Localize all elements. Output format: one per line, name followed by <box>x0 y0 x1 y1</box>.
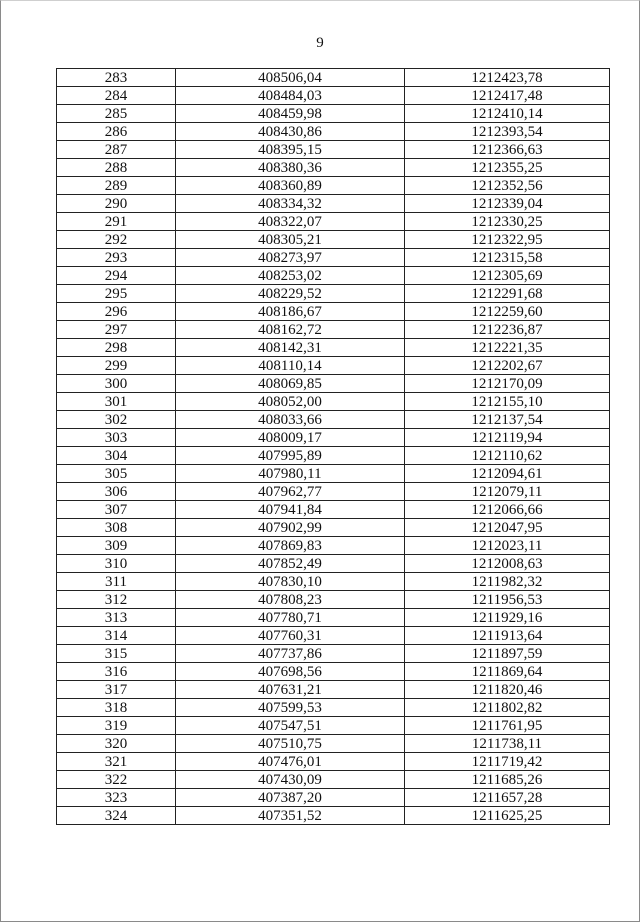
y-coordinate-cell: 1212393,54 <box>405 123 610 141</box>
table-row <box>57 285 610 303</box>
x-coordinate-cell: 408506,04 <box>176 69 405 87</box>
y-coordinate-cell: 1211719,42 <box>405 753 610 771</box>
table-row <box>57 627 610 645</box>
point-number-cell: 295 <box>57 285 176 303</box>
x-coordinate-cell: 407698,56 <box>176 663 405 681</box>
table-row <box>57 573 610 591</box>
point-number-cell: 318 <box>57 699 176 717</box>
y-coordinate-cell: 1211625,25 <box>405 807 610 825</box>
x-coordinate-cell: 407547,51 <box>176 717 405 735</box>
point-number-cell: 298 <box>57 339 176 357</box>
table-row <box>57 195 610 213</box>
point-number-cell: 320 <box>57 735 176 753</box>
table-row <box>57 681 610 699</box>
x-coordinate-cell: 407962,77 <box>176 483 405 501</box>
table-row <box>57 447 610 465</box>
point-number-cell: 292 <box>57 231 176 249</box>
y-coordinate-cell: 1211869,64 <box>405 663 610 681</box>
point-number-cell: 289 <box>57 177 176 195</box>
y-coordinate-cell: 1212355,25 <box>405 159 610 177</box>
x-coordinate-cell: 408009,17 <box>176 429 405 447</box>
table-row <box>57 591 610 609</box>
table-row <box>57 789 610 807</box>
table-row <box>57 699 610 717</box>
point-number-cell: 310 <box>57 555 176 573</box>
y-coordinate-cell: 1212259,60 <box>405 303 610 321</box>
point-number-cell: 321 <box>57 753 176 771</box>
x-coordinate-cell: 408273,97 <box>176 249 405 267</box>
point-number-cell: 296 <box>57 303 176 321</box>
y-coordinate-cell: 1212202,67 <box>405 357 610 375</box>
point-number-cell: 294 <box>57 267 176 285</box>
point-number-cell: 301 <box>57 393 176 411</box>
point-number-cell: 283 <box>57 69 176 87</box>
table-row <box>57 771 610 789</box>
x-coordinate-cell: 407808,23 <box>176 591 405 609</box>
y-coordinate-cell: 1212170,09 <box>405 375 610 393</box>
point-number-cell: 293 <box>57 249 176 267</box>
y-coordinate-cell: 1212119,94 <box>405 429 610 447</box>
x-coordinate-cell: 408360,89 <box>176 177 405 195</box>
x-coordinate-cell: 407599,53 <box>176 699 405 717</box>
x-coordinate-cell: 407830,10 <box>176 573 405 591</box>
x-coordinate-cell: 408229,52 <box>176 285 405 303</box>
x-coordinate-cell: 407980,11 <box>176 465 405 483</box>
point-number-cell: 311 <box>57 573 176 591</box>
y-coordinate-cell: 1212322,95 <box>405 231 610 249</box>
y-coordinate-cell: 1211738,11 <box>405 735 610 753</box>
table-row <box>57 231 610 249</box>
x-coordinate-cell: 407780,71 <box>176 609 405 627</box>
table-row <box>57 339 610 357</box>
y-coordinate-cell: 1212047,95 <box>405 519 610 537</box>
table-row <box>57 87 610 105</box>
x-coordinate-cell: 408253,02 <box>176 267 405 285</box>
table-row <box>57 717 610 735</box>
table-row <box>57 123 610 141</box>
x-coordinate-cell: 408142,31 <box>176 339 405 357</box>
table-row <box>57 555 610 573</box>
x-coordinate-cell: 407351,52 <box>176 807 405 825</box>
table-row <box>57 69 610 87</box>
y-coordinate-cell: 1212155,10 <box>405 393 610 411</box>
y-coordinate-cell: 1211913,64 <box>405 627 610 645</box>
table-row <box>57 483 610 501</box>
point-number-cell: 286 <box>57 123 176 141</box>
x-coordinate-cell: 408334,32 <box>176 195 405 213</box>
y-coordinate-cell: 1211802,82 <box>405 699 610 717</box>
x-coordinate-cell: 407737,86 <box>176 645 405 663</box>
point-number-cell: 299 <box>57 357 176 375</box>
x-coordinate-cell: 408484,03 <box>176 87 405 105</box>
x-coordinate-cell: 408033,66 <box>176 411 405 429</box>
y-coordinate-cell: 1212008,63 <box>405 555 610 573</box>
table-row <box>57 609 610 627</box>
table-row <box>57 159 610 177</box>
x-coordinate-cell: 407476,01 <box>176 753 405 771</box>
table-row <box>57 735 610 753</box>
table-row <box>57 807 610 825</box>
table-row <box>57 141 610 159</box>
y-coordinate-cell: 1212423,78 <box>405 69 610 87</box>
point-number-cell: 288 <box>57 159 176 177</box>
y-coordinate-cell: 1212339,04 <box>405 195 610 213</box>
x-coordinate-cell: 407852,49 <box>176 555 405 573</box>
point-number-cell: 317 <box>57 681 176 699</box>
y-coordinate-cell: 1211956,53 <box>405 591 610 609</box>
point-number-cell: 313 <box>57 609 176 627</box>
table-row <box>57 321 610 339</box>
page-number: 9 <box>316 35 324 51</box>
point-number-cell: 323 <box>57 789 176 807</box>
point-number-cell: 314 <box>57 627 176 645</box>
y-coordinate-cell: 1212110,62 <box>405 447 610 465</box>
y-coordinate-cell: 1211657,28 <box>405 789 610 807</box>
y-coordinate-cell: 1212330,25 <box>405 213 610 231</box>
point-number-cell: 306 <box>57 483 176 501</box>
y-coordinate-cell: 1212352,56 <box>405 177 610 195</box>
point-number-cell: 309 <box>57 537 176 555</box>
point-number-cell: 303 <box>57 429 176 447</box>
y-coordinate-cell: 1211685,26 <box>405 771 610 789</box>
y-coordinate-cell: 1211761,95 <box>405 717 610 735</box>
table-row <box>57 249 610 267</box>
coordinates-table <box>56 68 610 825</box>
x-coordinate-cell: 407941,84 <box>176 501 405 519</box>
x-coordinate-cell: 408186,67 <box>176 303 405 321</box>
y-coordinate-cell: 1211929,16 <box>405 609 610 627</box>
table-row <box>57 645 610 663</box>
table-row <box>57 537 610 555</box>
point-number-cell: 297 <box>57 321 176 339</box>
table-row <box>57 213 610 231</box>
x-coordinate-cell: 407869,83 <box>176 537 405 555</box>
y-coordinate-cell: 1212410,14 <box>405 105 610 123</box>
point-number-cell: 308 <box>57 519 176 537</box>
point-number-cell: 322 <box>57 771 176 789</box>
x-coordinate-cell: 408305,21 <box>176 231 405 249</box>
point-number-cell: 304 <box>57 447 176 465</box>
table-body <box>57 69 610 825</box>
point-number-cell: 287 <box>57 141 176 159</box>
y-coordinate-cell: 1212137,54 <box>405 411 610 429</box>
y-coordinate-cell: 1212366,63 <box>405 141 610 159</box>
point-number-cell: 285 <box>57 105 176 123</box>
x-coordinate-cell: 408430,86 <box>176 123 405 141</box>
y-coordinate-cell: 1212094,61 <box>405 465 610 483</box>
y-coordinate-cell: 1211820,46 <box>405 681 610 699</box>
x-coordinate-cell: 408110,14 <box>176 357 405 375</box>
x-coordinate-cell: 407995,89 <box>176 447 405 465</box>
table-row <box>57 519 610 537</box>
point-number-cell: 316 <box>57 663 176 681</box>
x-coordinate-cell: 408380,36 <box>176 159 405 177</box>
point-number-cell: 315 <box>57 645 176 663</box>
x-coordinate-cell: 407430,09 <box>176 771 405 789</box>
x-coordinate-cell: 408052,00 <box>176 393 405 411</box>
y-coordinate-cell: 1212305,69 <box>405 267 610 285</box>
y-coordinate-cell: 1212236,87 <box>405 321 610 339</box>
table-row <box>57 393 610 411</box>
x-coordinate-cell: 407760,31 <box>176 627 405 645</box>
x-coordinate-cell: 408162,72 <box>176 321 405 339</box>
point-number-cell: 284 <box>57 87 176 105</box>
table-row <box>57 357 610 375</box>
y-coordinate-cell: 1212221,35 <box>405 339 610 357</box>
x-coordinate-cell: 407631,21 <box>176 681 405 699</box>
point-number-cell: 305 <box>57 465 176 483</box>
y-coordinate-cell: 1212315,58 <box>405 249 610 267</box>
y-coordinate-cell: 1212417,48 <box>405 87 610 105</box>
table-row <box>57 375 610 393</box>
x-coordinate-cell: 407902,99 <box>176 519 405 537</box>
y-coordinate-cell: 1211897,59 <box>405 645 610 663</box>
table-row <box>57 303 610 321</box>
y-coordinate-cell: 1211982,32 <box>405 573 610 591</box>
x-coordinate-cell: 407510,75 <box>176 735 405 753</box>
y-coordinate-cell: 1212066,66 <box>405 501 610 519</box>
point-number-cell: 319 <box>57 717 176 735</box>
table-row <box>57 753 610 771</box>
point-number-cell: 291 <box>57 213 176 231</box>
y-coordinate-cell: 1212023,11 <box>405 537 610 555</box>
table-row <box>57 429 610 447</box>
x-coordinate-cell: 408459,98 <box>176 105 405 123</box>
table-row <box>57 411 610 429</box>
table-row <box>57 465 610 483</box>
table-row <box>57 267 610 285</box>
x-coordinate-cell: 408069,85 <box>176 375 405 393</box>
x-coordinate-cell: 408322,07 <box>176 213 405 231</box>
point-number-cell: 302 <box>57 411 176 429</box>
point-number-cell: 290 <box>57 195 176 213</box>
table-row <box>57 663 610 681</box>
table-row <box>57 177 610 195</box>
y-coordinate-cell: 1212291,68 <box>405 285 610 303</box>
point-number-cell: 312 <box>57 591 176 609</box>
y-coordinate-cell: 1212079,11 <box>405 483 610 501</box>
x-coordinate-cell: 408395,15 <box>176 141 405 159</box>
x-coordinate-cell: 407387,20 <box>176 789 405 807</box>
table-row <box>57 501 610 519</box>
table-row <box>57 105 610 123</box>
point-number-cell: 307 <box>57 501 176 519</box>
point-number-cell: 300 <box>57 375 176 393</box>
point-number-cell: 324 <box>57 807 176 825</box>
